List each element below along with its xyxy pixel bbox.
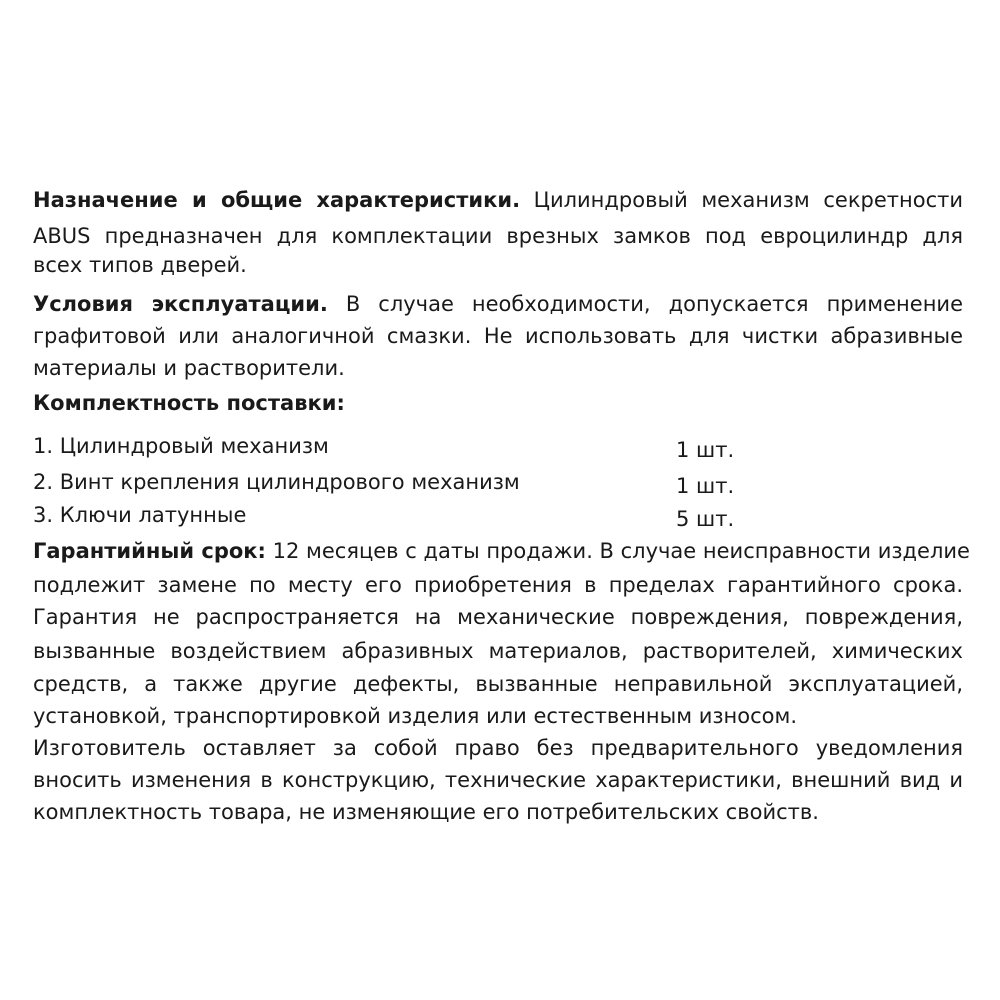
contents-qty-2: 1 шт. xyxy=(676,474,735,498)
text: В случае необходимости, допускается применение xyxy=(327,292,963,316)
warranty-line-3: Гарантия не распространяется на механические повреждения, повреждения, xyxy=(33,605,963,629)
manufacturer-line-3: комплектность товара, не изменяющие его потребительских свойств. xyxy=(33,800,819,824)
contents-item-3: 3. Ключи латунные xyxy=(33,503,247,527)
contents-qty-3: 5 шт. xyxy=(676,507,735,531)
contents-heading xyxy=(33,390,345,416)
conditions-line-2: графитовой или аналогичной смазки. Не использовать для чистки абразивные xyxy=(33,324,963,348)
warranty-line-5: средств, а также другие дефекты, вызванные неправильной эксплуатацией, xyxy=(33,672,963,696)
warranty-line-4: вызванные воздействием абразивных материалов, растворителей, химических xyxy=(33,639,963,663)
text: 12 месяцев с даты продажи. В случае неисправности изделие xyxy=(265,539,970,563)
conditions-line-3: материалы и растворители. xyxy=(33,356,345,380)
warranty-line-2: подлежит замене по месту его приобретения в пределах гарантийного срока. xyxy=(33,573,963,597)
purpose-line-3: всех типов дверей. xyxy=(33,253,247,277)
purpose-line-2: ABUS предназначен для комплектации врезных замков под евроцилиндр для xyxy=(33,224,963,248)
conditions-line-1 xyxy=(33,291,963,317)
warranty-line-6: установкой, транспортировкой изделия или естественным износом. xyxy=(33,704,798,728)
conditions-heading: Условия эксплуатации. xyxy=(33,292,328,316)
manufacturer-line-2: вносить изменения в конструкцию, технические характеристики, внешний вид и xyxy=(33,768,963,792)
contents-item-1: 1. Цилиндровый механизм xyxy=(33,434,329,458)
manufacturer-line-1: Изготовитель оставляет за собой право без предварительного уведомления xyxy=(33,736,963,760)
heading-text: Комплектность поставки: xyxy=(33,391,345,415)
contents-item-2: 2. Винт крепления цилиндрового механизм xyxy=(33,470,520,494)
warranty-heading: Гарантийный срок: xyxy=(33,539,266,563)
purpose-line-1 xyxy=(33,187,963,213)
warranty-line-1 xyxy=(33,538,970,564)
text: Цилиндровый механизм секретности xyxy=(520,188,963,212)
purpose-heading: Назначение и общие характеристики. xyxy=(33,188,521,212)
contents-qty-1: 1 шт. xyxy=(676,438,735,462)
